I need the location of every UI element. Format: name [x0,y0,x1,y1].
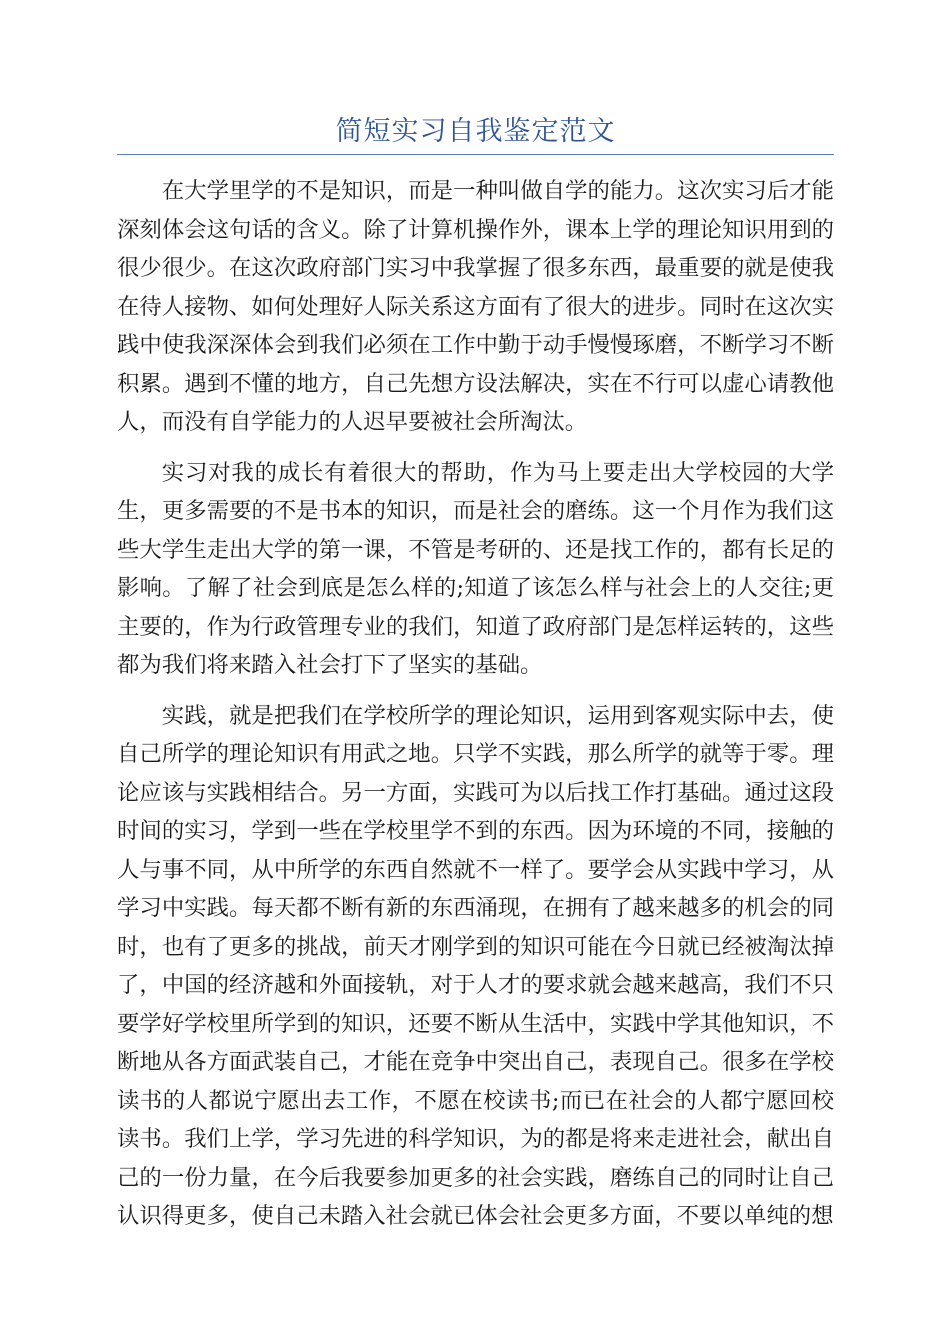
paragraph-2: 实习对我的成长有着很大的帮助，作为马上要走出大学校园的大学生，更多需要的不是书本的知识，而是社会的磨练。这一个月作为我们这些大学生走出大学的第一课，不管是考研的、还是找工作的，都有长足的影响。了解了社会到底是怎么样的;知道了该怎么样与社会上的人交往;更主要的，作为行政管理专业的我们，知道了政府部门是怎样运转的，这些都为我们将来踏入社会打下了坚实的基础。 [117,459,834,678]
paragraph-3: 实践，就是把我们在学校所学的理论知识，运用到客观实际中去，使自己所学的理论知识有用武之地。只学不实践，那么所学的就等于零。理论应该与实践相结合。另一方面，实践可为以后找工作打基础。通过这段时间的实习，学到一些在学校里学不到的东西。因为环境的不同，接触的人与事不同，从中所学的东西自然就不一样了。要学会从实践中学习，从学习中实践。每天都不断有新的东西涌现，在拥有了越来越多的机会的同时，也有了更多的挑战，前天才刚学到的知识可能在今日就已经被淘汰掉了，中国的经济越和外面接轨，对于人才的要求就会越来越高，我们不只要学好学校里所学到的知识，还要不断从生活中，实践中学其他知识，不断地从各方面武装自己，才能在竞争中突出自己，表现自己。很多在学校读书的人都说宁愿出去工作，不愿在校读书;而已在社会的人都宁愿回校读书。我们上学，学习先进的科学知识，为的都是将来走进社会，献出自己的一份力量，在今后我要参加更多的社会实践，磨练自己的同时让自己认识得更多，使自己未踏入社会就已体会社会更多方面，不要以单纯的想 [117,702,834,1229]
document-title: 简短实习自我鉴定范文 [335,116,616,147]
title-underline [117,154,834,155]
document-body [117,172,834,1236]
paragraph-1: 在大学里学的不是知识，而是一种叫做自学的能力。这次实习后才能深刻体会这句话的含义。除了计算机操作外，课本上学的理论知识用到的很少很少。在这次政府部门实习中我掌握了很多东西，最重要的就是使我在待人接物、如何处理好人际关系这方面有了很大的进步。同时在这次实践中使我深深体会到我们必须在工作中勤于动手慢慢琢磨，不断学习不断积累。遇到不懂的地方，自己先想方设法解决，实在不行可以虚心请教他人，而没有自学能力的人迟早要被社会所淘汰。 [117,178,834,435]
